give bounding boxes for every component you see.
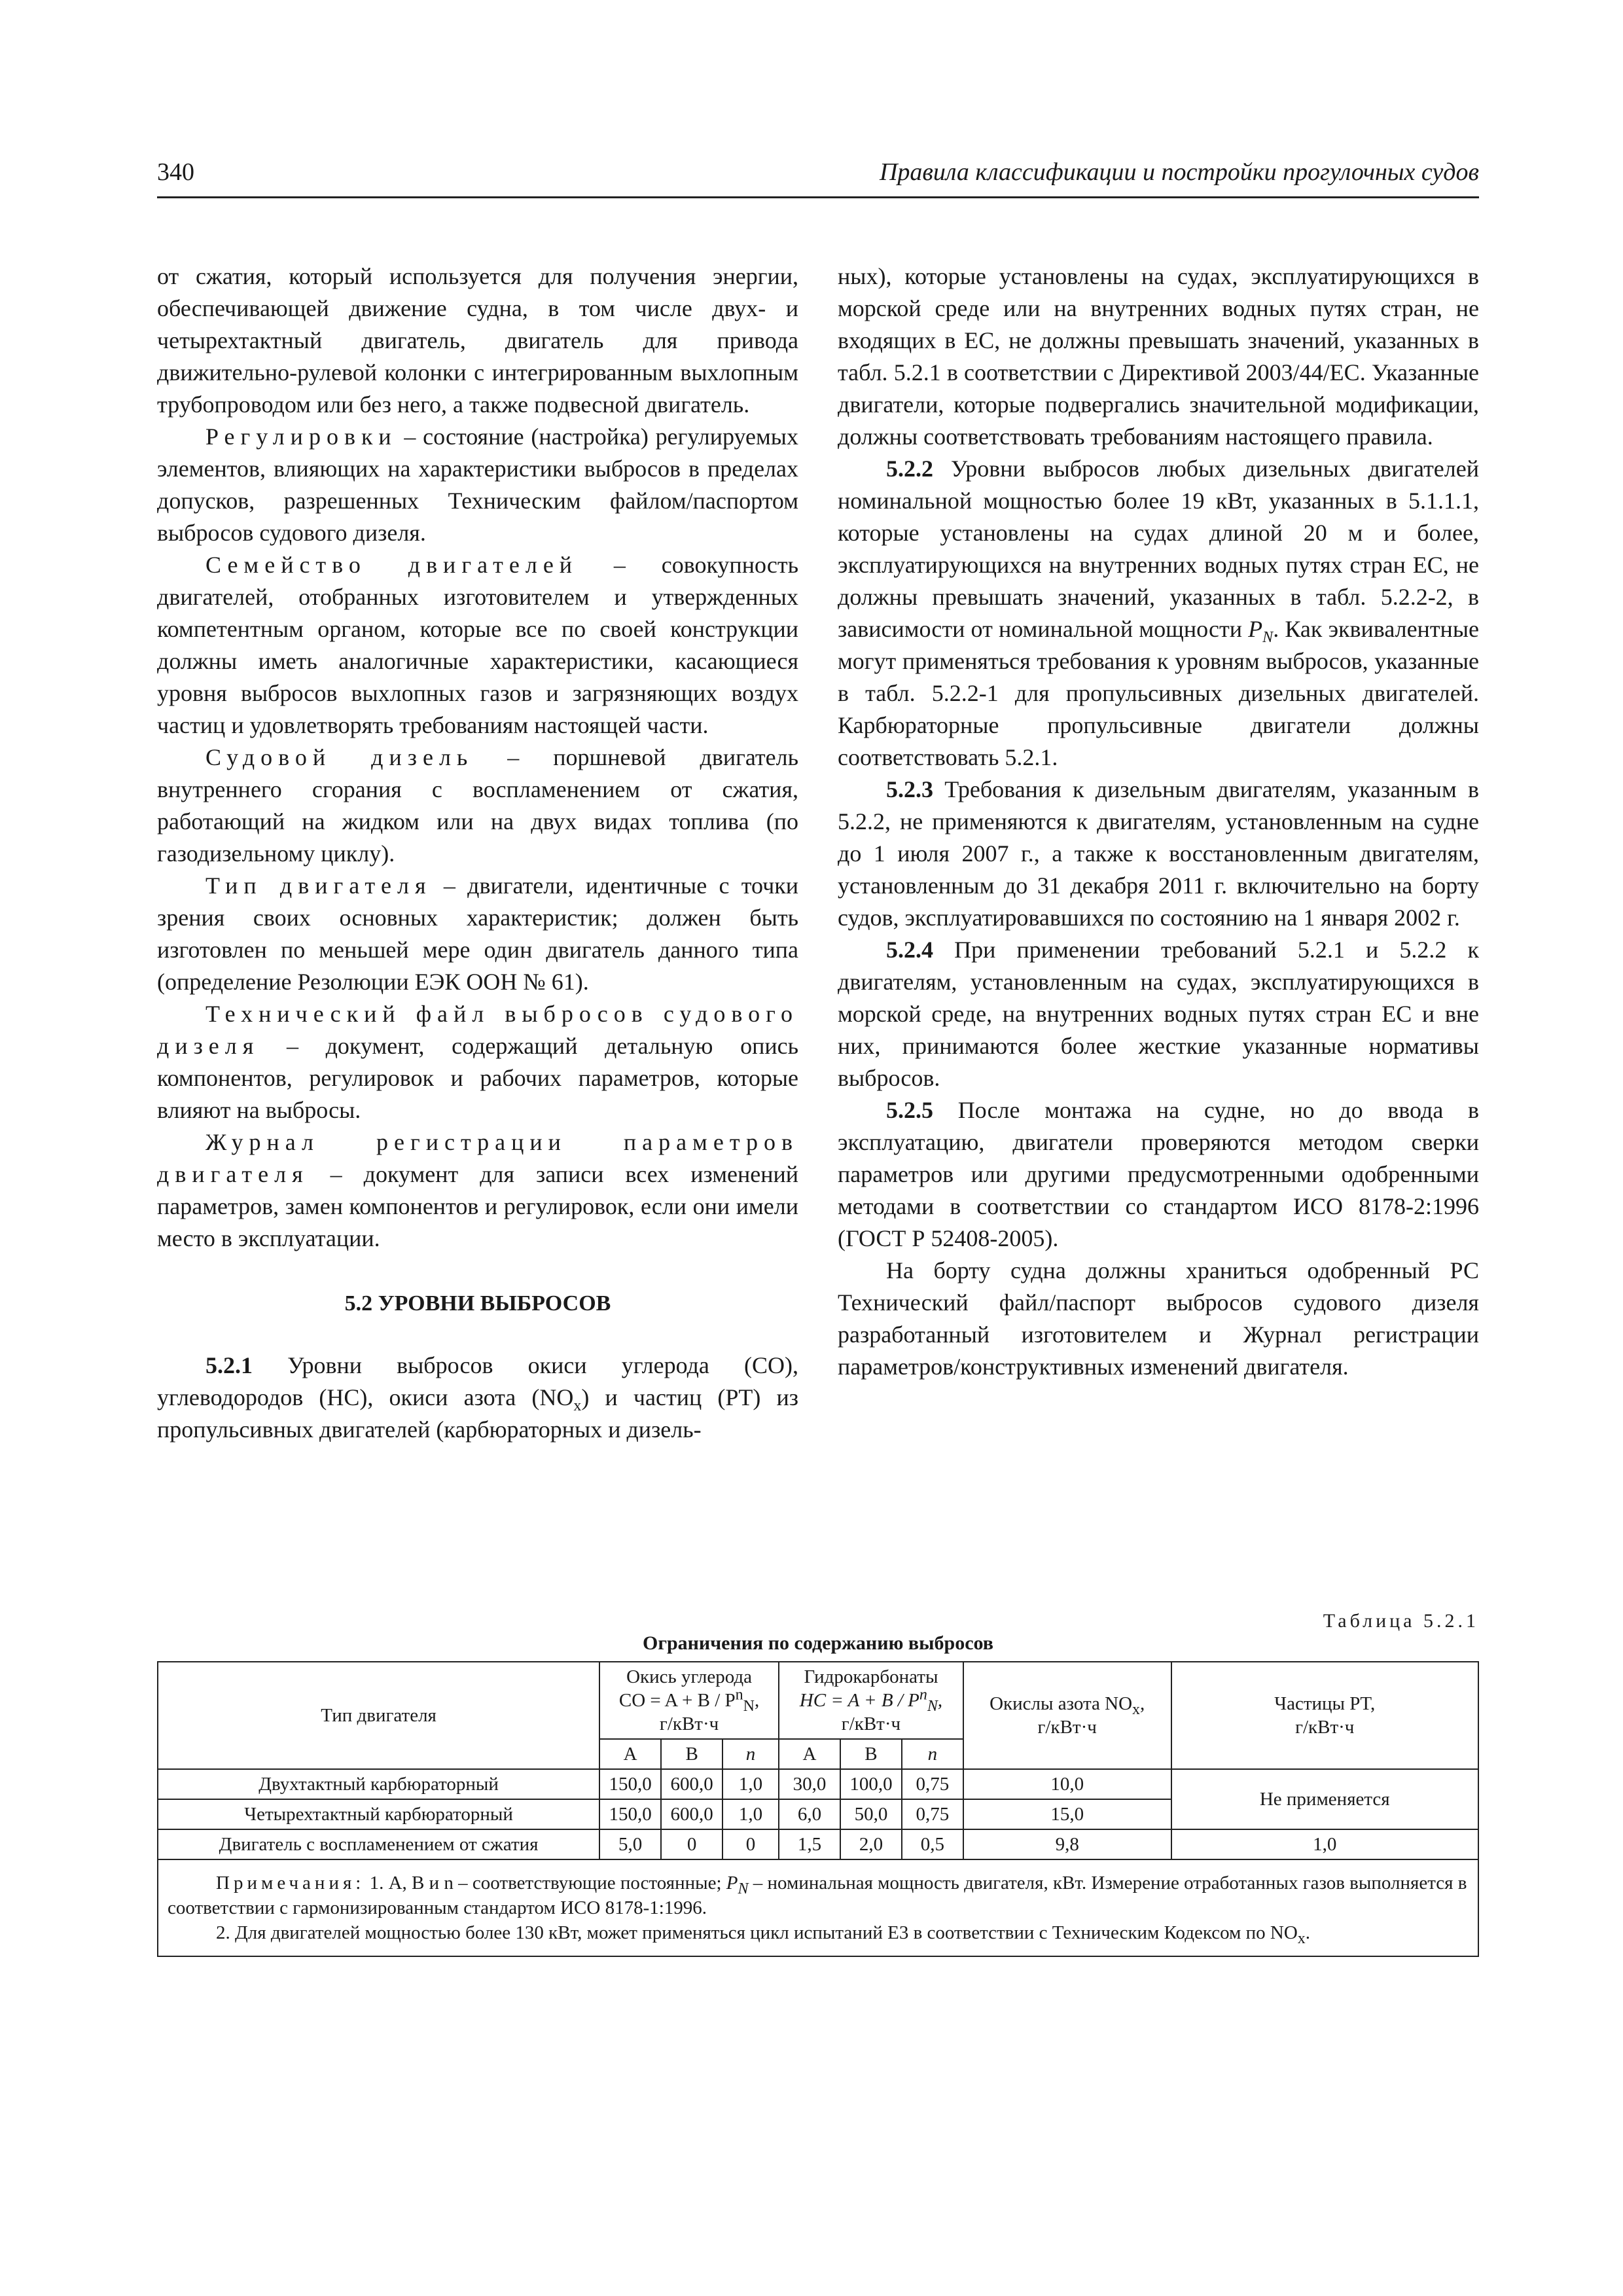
table-header-row (158, 1662, 1478, 1739)
paragraph: от сжатия, который используется для получения энергии, обеспечивающей движение судна, в том числе двух- и четырехтактный двигатель, двигатель для привода движительно-рулевой колонки с интегрированным выхлопным трубопроводом или без него, а также подвесной двигатель. (157, 263, 798, 418)
table-title: Ограничения по содержанию выбросов (643, 1632, 993, 1654)
definition-marine-diesel: Судовой дизель – поршневой двигатель внутреннего сгорания с воспламенением от сжатия, работающий на жидком или на двух видах топлива (по газодизельному циклу). (157, 744, 798, 867)
cell-pt-not-applicable: Не применяется (1171, 1769, 1479, 1829)
subheader-a: A (779, 1739, 840, 1769)
subheader-b: B (661, 1739, 722, 1769)
table-row: Двухтактный карбюраторный 150,0 600,0 1,0 30,0 100,0 0,75 10,0 Не применяется (158, 1769, 1478, 1799)
paragraph: ных), которые установлены на судах, эксплуатирующихся в морской среде или на внутренних водных путях стран, не входящих в ЕС, не должны превышать значений, указанных в табл. 5.2.1 в соответствии с Директивой 2003/44/ЕС. Указанные двигатели, которые подвергались значительной модификации, должны соответствовать требованиям настоящего правила. (838, 263, 1479, 450)
clause-number: 5.2.4 (886, 937, 933, 963)
definition-technical-file: Технический файл выбросов судового дизеля – документ, содержащий детальную опись компонентов, регулировок и рабочих параметров, которые влияют на выбросы. (157, 1001, 798, 1123)
term: Семейство двигателей (205, 552, 579, 578)
table-notes-row (158, 1859, 1478, 1956)
clause-number: 5.2.5 (886, 1097, 933, 1123)
clause-number: 5.2.1 (205, 1352, 253, 1378)
page-header (157, 156, 1479, 198)
page-number: 340 (157, 158, 194, 186)
table-label: Таблица 5.2.1 (1323, 1610, 1479, 1632)
term: Судовой дизель (205, 744, 474, 770)
subheader-n: n (902, 1739, 963, 1769)
clause-5-2-4: 5.2.4 При применении требований 5.2.1 и 5.2.2 к двигателям, установленным на судах, эксплуатирующихся в морской среде, на внутренних водных путях стран ЕС и вне них, принимаются более жесткие указанные нормативы выбросов. (838, 937, 1479, 1091)
note-2: 2. Для двигателей мощностью более 130 кВт, может применяться цикл испытаний E3 в соответствии с Техническим Кодексом по $NO_x$. (216, 1922, 1311, 1947)
subheader-n: n (722, 1739, 779, 1769)
clause-5-2-2: 5.2.2 Уровни выбросов любых дизельных двигателей номинальной мощностью более 19 кВт, указанных в 5.1.1.1, которые установлены на судах длиной 20 м и более, эксплуатирующихся на внутренних водных путях стран ЕС, не должны превышать значений, указанных в табл. 5.2.2-2, в зависимости от номинальной мощности $P_N$. Как эквивалентные могут применяться требования к уровням выбросов, указанные в табл. 5.2.2-1 для пропульсивных дизельных двигателей. Карбюраторные пропульсивные двигатели должны соответствовать 5.2.1. (838, 456, 1479, 770)
right-column (838, 260, 1479, 1383)
header-co: Окись углерода CO = $A + B / P^n_N$, г/кВт·ч (599, 1662, 779, 1739)
table-notes (158, 1859, 1478, 1956)
cell-engine: Двигатель с воспламенением от сжатия (158, 1829, 599, 1859)
term: Технический файл выбросов судового дизеля (157, 1001, 798, 1059)
running-title: Правила классификации и постройки прогулочных судов (879, 158, 1479, 186)
term: Журнал регистрации параметров двигателя (157, 1129, 798, 1187)
header-pt: Частицы PT, г/кВт·ч (1171, 1662, 1479, 1769)
cell-engine: Двухтактный карбюраторный (158, 1769, 599, 1799)
section-title: 5.2 УРОВНИ ВЫБРОСОВ (344, 1291, 611, 1316)
term: Регулировки (205, 423, 397, 450)
header-hc: Гидрокарбонаты HC = $A + B / P^n_N$, г/кВт·ч (779, 1662, 963, 1739)
term: Тип двигателя (205, 872, 432, 899)
emission-limits-table (157, 1661, 1479, 1957)
cell-engine: Четырехтактный карбюраторный (158, 1799, 599, 1829)
definition-engine-type: Тип двигателя – двигатели, идентичные с точки зрения своих основных характеристик; должен быть изготовлен по меньшей мере один двигатель данного типа (определение Резолюции ЕЭК ООН № 61). (157, 872, 798, 995)
left-column (157, 260, 798, 1446)
definition-adjustments: Регулировки – состояние (настройка) регулируемых элементов, влияющих на характеристики выбросов в пределах допусков, разрешенных Техническим файлом/паспортом выбросов судового дизеля. (157, 423, 798, 546)
clause-number: 5.2.3 (886, 776, 933, 802)
clause-5-2-3: 5.2.3 Требования к дизельным двигателям, указанным в 5.2.2, не применяются к двигателям, установленным на судне до 1 июля 2007 г., а также к восстановленным двигателям, установленным до 31 декабря 2011 г. включительно на борту судов, эксплуатировавшихся по состоянию на 1 января 2002 г. (838, 776, 1479, 931)
subheader-a: A (599, 1739, 661, 1769)
definition-parameter-log: Журнал регистрации параметров двигателя – документ для записи всех изменений параметров, замен компонентов и регулировок, если они имели место в эксплуатации. (157, 1129, 798, 1251)
header-nox: Окислы азота $NO_x$, г/кВт·ч (963, 1662, 1171, 1769)
table-row: Двигатель с воспламенением от сжатия 5,0 0 0 1,5 2,0 0,5 9,8 1,0 (158, 1829, 1478, 1859)
paragraph: На борту судна должны храниться одобренный РС Технический файл/паспорт выбросов судового дизеля разработанный изготовителем и Журнал регистрации параметров/конструктивных изменений двигателя. (838, 1257, 1479, 1380)
clause-5-2-1: 5.2.1 Уровни выбросов окиси углерода (CO), углеводородов (HC), окиси азота $(NO_x)$ и частиц (PT) из пропульсивных двигателей (карбюраторных и дизель- (157, 1352, 798, 1443)
clause-number: 5.2.2 (886, 456, 933, 482)
definition-engine-family: Семейство двигателей – совокупность двигателей, отобранных изготовителем и утвержденных компетентным органом, которые все по своей конструкции должны иметь аналогичные характеристики, касающиеся уровня выбросов выхлопных газов и загрязняющих воздух частиц и удовлетворять требованиям настоящей части. (157, 552, 798, 738)
note-1: Примечания: 1. A, B и n – соответствующие постоянные; $P_N$ – номинальная мощность двигателя, кВт. Измерение отработанных газов выполняется в соответствии с гармонизированным стандартом ИСО 8178-1:1996. (168, 1873, 1467, 1918)
header-engine-type: Тип двигателя (158, 1662, 599, 1769)
clause-5-2-5: 5.2.5 После монтажа на судне, но до ввода в эксплуатацию, двигатели проверяются методом сверки параметров или другими предусмотренными одобренными методами в соответствии со стандартом ИСО 8178-2:1996 (ГОСТ Р 52408-2005). (838, 1097, 1479, 1251)
subheader-b: B (840, 1739, 902, 1769)
table-row: Четырехтактный карбюраторный 150,0 600,0 1,0 6,0 50,0 0,75 15,0 (158, 1799, 1478, 1829)
